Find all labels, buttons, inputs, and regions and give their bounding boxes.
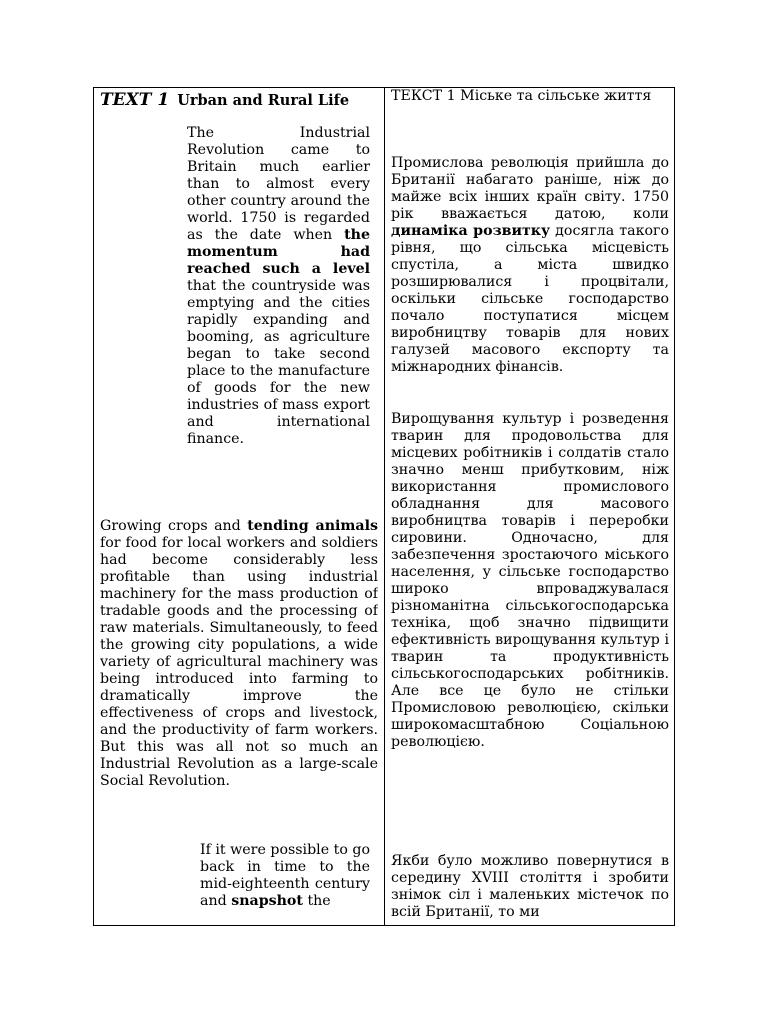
ukrainian-paragraph-3: Якби було можливо повернутися в середину XVIII століття і зробити знімок сіл і маленьких містечок по всій Британії, то ми xyxy=(391,853,669,920)
ukrainian-term-dynamics: динаміка розвитку xyxy=(391,223,551,239)
english-title-line xyxy=(100,90,349,110)
english-term-snapshot: snapshot xyxy=(231,893,303,909)
english-title: Urban and Rural Life xyxy=(177,92,350,109)
ukrainian-title: ТЕКСТ 1 Міське та сільське життя xyxy=(391,88,652,104)
ukrainian-paragraph-1: Промислова революція прийшла до Британії набагато раніше, ніж до майже всіх інших країн світу. 1750 рік вважається датою, коли динаміка розвитку досягла такого рівня, що сільська місцевість спустіла, а міста швидко розширювалися і процвітали, оскільки сільське господарство почало поступатися місцем виробництву товарів для нових галузей масового експорту та міжнародних фінансів. xyxy=(391,155,669,375)
english-paragraph-2: Growing crops and tending animals for food for local workers and soldiers had become considerably less profitable than using industrial machinery for the mass production of tradable goods and the processing of raw materials. Simultaneously, to feed the growing city populations, a wide variety of agricultural machinery was being introduced into farming to dramatically improve the effectiveness of crops and livestock, and the productivity of farm workers. But this was all not so much an Industrial Revolution as a large-scale Social Revolution. xyxy=(100,518,378,789)
english-paragraph-1: The Industrial Revolution came to Britain much earlier than to almost every other country around the world. 1750 is regarded as the date when the momentum had reached such a level that the countryside was emptying and the cities rapidly expanding and booming, as agriculture began to take second place to the manufacture of goods for the new industries of mass export and international finance. xyxy=(187,125,370,447)
translation-table xyxy=(93,87,675,926)
ukrainian-paragraph-2: Вирощування культур і розведення тварин для продовольства для місцевих робітників і солдатів стало значно менш прибутковим, ніж використання промислового обладнання для масового виробництва товарів і переробки сировини. Одночасно, для забезпечення зростаючого міського населення, у сільське господарство широко впроваджувалася різноманітна сільськогосподарська техніка, щоб значно підвищити ефективність вирощування культур і тварин та продуктивність сільськогосподарських робітників. Але все це було не стільки Промисловою революцією, скільки широкомасштабною Соціальною революцією. xyxy=(391,411,669,750)
english-column xyxy=(100,88,378,925)
text-label: TEXT 1 xyxy=(100,90,170,110)
english-term-momentum: the momentum had reached such a level xyxy=(187,227,370,277)
english-term-tending-animals: tending animals xyxy=(247,518,378,534)
english-paragraph-3: If it were possible to go back in time to the mid-eighteenth century and snapshot the xyxy=(200,842,370,909)
ukrainian-column xyxy=(391,88,669,925)
column-divider xyxy=(384,88,385,925)
